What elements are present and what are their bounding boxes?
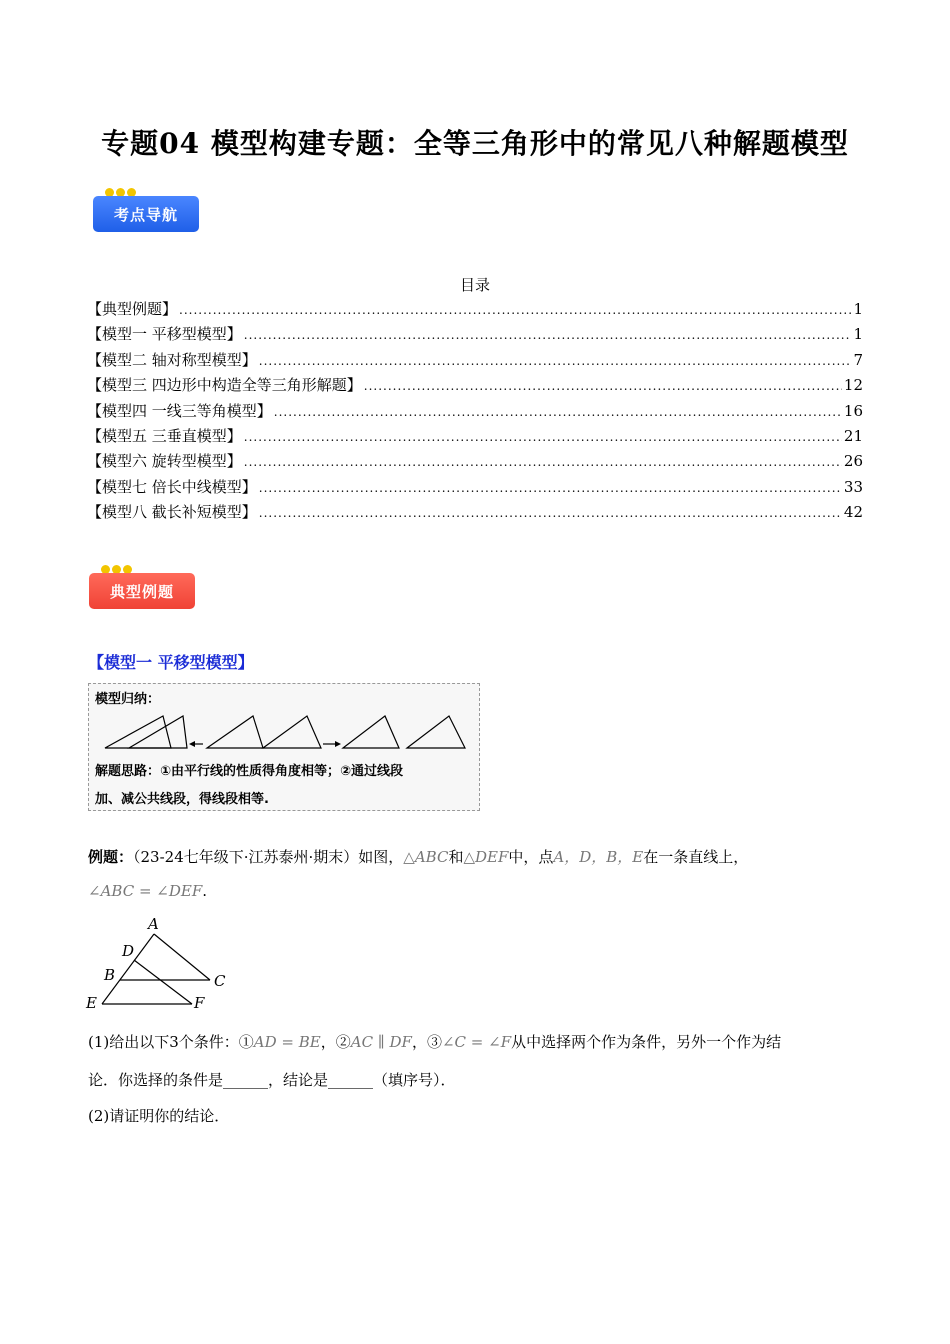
cond-end: . (202, 882, 208, 900)
toc-item-label: 【典型例题】 (87, 300, 178, 318)
mid-text: 中，点 (508, 848, 554, 866)
and-text: 和 (448, 848, 464, 866)
points-list: A，D，B，E (553, 848, 644, 866)
toc-item-page: 12 (843, 376, 863, 395)
q1-sep1: ，② (320, 1033, 351, 1051)
toc-item-page: 1 (853, 325, 863, 344)
model-summary-label: 模型归纳： (95, 692, 161, 707)
question-1-line-2: 论．你选择的条件是______，结论是______（填序号）． (88, 1071, 456, 1089)
toc-item-label: 【模型二 轴对称型模型】 (87, 350, 257, 369)
condition-1: AD = BE (253, 1033, 321, 1051)
geometry-figure (84, 914, 244, 1014)
example-line-2 (88, 882, 207, 900)
toc-leader-dots (364, 379, 842, 393)
toc-item-page: 33 (843, 477, 863, 496)
toc-item-label: 【模型一 平移型模型】 (87, 325, 242, 344)
label-d: D (122, 942, 135, 960)
toc-heading: 目录 (459, 276, 490, 294)
triangle-def: △DEF (463, 848, 509, 866)
toc-item-page: 7 (853, 350, 863, 369)
q1-end: 从中选择两个作为条件，另外一个作为结 (511, 1033, 782, 1051)
toc-item-page: 16 (843, 401, 863, 420)
toc-item[interactable] (87, 425, 863, 450)
segment-ac (154, 934, 210, 980)
condition-2: AC ∥ DF (350, 1033, 412, 1051)
q1-start: (1)给出以下3个条件：① (88, 1033, 254, 1051)
pair2-triangle-right (263, 716, 321, 748)
example-source: （23-24七年级下·江苏泰州·期末）如图， (133, 848, 404, 866)
pair2-triangle-left (207, 716, 263, 748)
pair3-triangle-left (343, 716, 399, 748)
question-1-line-1 (88, 1031, 781, 1052)
model-summary-box (88, 683, 480, 811)
triangle-abc: △ABC (403, 848, 449, 866)
examples-badge-label: 典型例题 (89, 573, 195, 609)
q1-sep2: ，③ (411, 1033, 442, 1051)
toc-item-page: 1 (853, 300, 863, 318)
toc-item[interactable] (87, 476, 863, 501)
toc-item-page: 21 (843, 426, 863, 445)
table-of-contents (87, 298, 863, 527)
toc-item[interactable] (87, 400, 863, 425)
toc-item-label: 【模型三 四边形中构造全等三角形解题】 (87, 376, 362, 395)
toc-leader-dots (244, 455, 842, 469)
toc-item[interactable] (87, 374, 863, 399)
label-f: F (194, 994, 205, 1012)
toc-item[interactable] (87, 323, 863, 348)
toc-leader-dots (259, 354, 852, 368)
angle-condition: ∠ABC = ∠DEF (88, 882, 203, 900)
toc-item[interactable] (87, 298, 863, 323)
toc-item[interactable] (87, 501, 863, 526)
toc-leader-dots (274, 405, 842, 419)
toc-leader-dots (244, 328, 852, 342)
toc-leader-dots (179, 303, 851, 317)
toc-item-page: 26 (843, 452, 863, 471)
toc-item-label: 【模型四 一线三等角模型】 (87, 401, 272, 420)
toc-item-page: 42 (843, 503, 863, 522)
translation-diagram (103, 712, 473, 754)
toc-leader-dots (259, 481, 842, 495)
example-line-1 (88, 846, 748, 867)
label-a: A (148, 915, 159, 933)
toc-item-label: 【模型六 旋转型模型】 (87, 452, 242, 471)
label-b: B (104, 966, 116, 984)
pair1-triangle-right (129, 716, 187, 748)
question-2: (2)请证明你的结论． (88, 1107, 230, 1125)
example-prefix: 例题： (88, 848, 134, 866)
section-heading: 【模型一 平移型模型】 (88, 653, 254, 672)
label-e: E (86, 994, 97, 1012)
toc-leader-dots (259, 506, 842, 520)
toc-leader-dots (244, 430, 842, 444)
toc-item-label: 【模型七 倍长中线模型】 (87, 477, 257, 496)
toc-item[interactable] (87, 349, 863, 374)
label-c: C (214, 972, 226, 990)
pair3-triangle-right (407, 716, 465, 748)
tail-text: 在一条直线上， (643, 848, 749, 866)
idea-line-1: 解题思路：①由平行线的性质得角度相等；②通过线段 (95, 764, 404, 779)
toc-item[interactable] (87, 450, 863, 475)
toc-item-label: 【模型五 三垂直模型】 (87, 426, 242, 445)
page-title: 专题04 模型构建专题：全等三角形中的常见八种解题模型 (101, 127, 849, 160)
nav-badge-label: 考点导航 (93, 196, 199, 232)
idea-line-2: 加、减公共线段，得线段相等. (95, 792, 269, 807)
toc-item-label: 【模型八 截长补短模型】 (87, 503, 257, 522)
segment-df (134, 960, 192, 1004)
condition-3: ∠C = ∠F (441, 1033, 512, 1051)
